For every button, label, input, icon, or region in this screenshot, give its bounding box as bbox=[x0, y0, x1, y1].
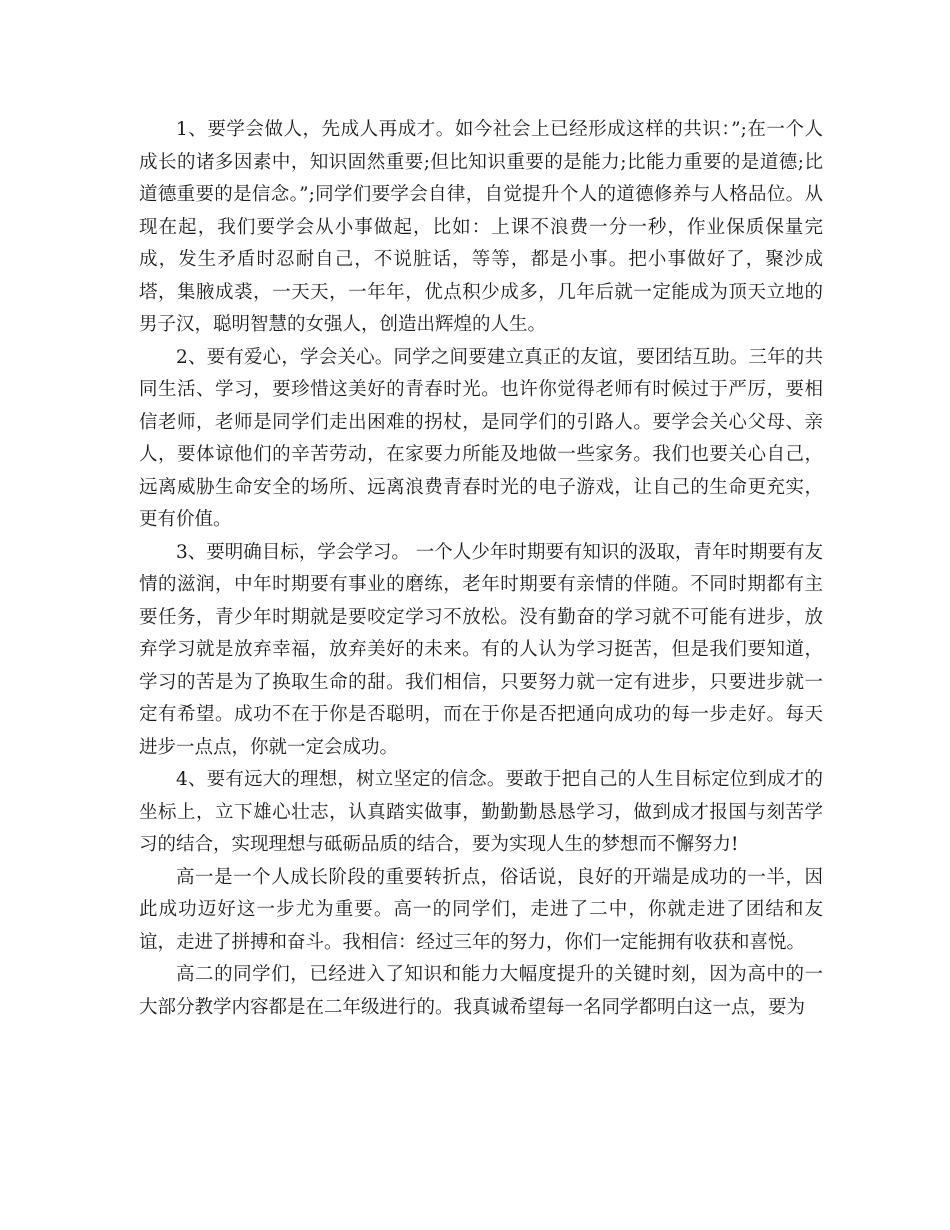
paragraph-1: 1、要学会做人，先成人再成才。如今社会上已经形成这样的共识：”;在一个人成长的诸多因素中，知识固然重要;但比知识重要的是能力;比能力重要的是道德;比道德重要的是信念。”;同学们要学会自律，自觉提升个人的道德修养与人格品位。从现在起，我们要学会从小事做起，比如：上课不浪费一分一秒，作业保质保量完成，发生矛盾时忍耐自己，不说脏话，等等，都是小事。把小事做好了，聚沙成塔，集腋成裘，一天天，一年年，优点积少成多，几年后就一定能成为顶天立地的男子汉，聪明智慧的女强人，创造出辉煌的人生。 bbox=[139, 119, 823, 335]
document-body bbox=[139, 114, 823, 1024]
paragraph-5: 高一是一个人成长阶段的重要转折点，俗话说，良好的开端是成功的一半，因此成功迈好这一步尤为重要。高一的同学们，走进了二中，你就走进了团结和友谊，走进了拼搏和奋斗。我相信：经过三年的努力，你们一定能拥有收获和喜悦。 bbox=[139, 866, 823, 953]
paragraph-3: 3、要明确目标，学会学习。 一个人少年时期要有知识的汲取，青年时期要有友情的滋润，中年时期要有事业的磨练，老年时期要有亲情的伴随。不同时期都有主要任务，青少年时期就是要咬定学习不放松。没有勤奋的学习就不可能有进步，放弃学习就是放弃幸福，放弃美好的未来。有的人认为学习挺苦，但是我们要知道，学习的苦是为了换取生命的甜。我们相信，只要努力就一定有进步，只要进步就一定有希望。成功不在于你是否聪明，而在于你是否把通向成功的每一步走好。每天进步一点点，你就一定会成功。 bbox=[139, 541, 823, 758]
paragraph-4: 4、要有远大的理想，树立坚定的信念。要敢于把自己的人生目标定位到成才的坐标上，立下雄心壮志，认真踏实做事，勤勤勤恳恳学习，做到成才报国与刻苦学习的结合，实现理想与砥砺品质的结合，要为实现人生的梦想而不懈努力! bbox=[139, 769, 823, 855]
paragraph-6: 高二的同学们，已经进入了知识和能力大幅度提升的关键时刻，因为高中的一大部分教学内容都是在二年级进行的。我真诚希望每一名同学都明白这一点，要为 bbox=[139, 964, 823, 1018]
paragraph-2: 2、要有爱心，学会关心。同学之间要建立真正的友谊，要团结互助。三年的共同生活、学习，要珍惜这美好的青春时光。也许你觉得老师有时候过于严厉，要相信老师，老师是同学们走出困难的拐杖，是同学们的引路人。要学会关心父母、亲人，要体谅他们的辛苦劳动，在家要力所能及地做一些家务。我们也要关心自己，远离威胁生命安全的场所、远离浪费青春时光的电子游戏，让自己的生命更充实，更有价值。 bbox=[139, 346, 823, 530]
